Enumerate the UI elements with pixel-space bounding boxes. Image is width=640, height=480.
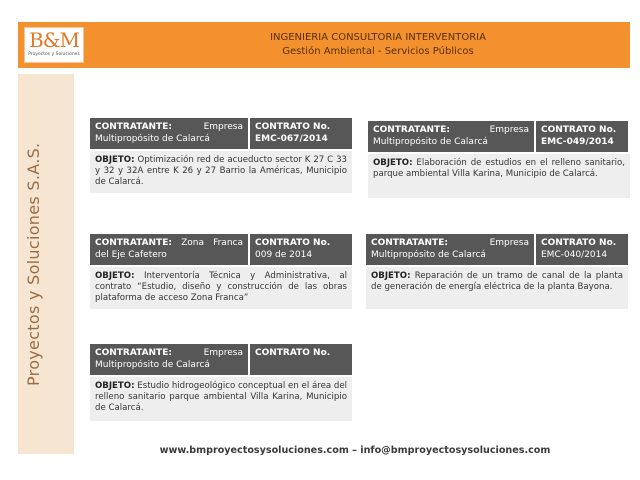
contrato-cell [250,118,352,149]
contrato-label: CONTRATO No. [255,122,331,132]
contratante-label: CONTRATANTE: [373,125,450,135]
contratante-value: Empresa Multipropósito de Calarcá [373,125,529,147]
contratante-value: Zona Franca del Eje Cafetero [95,238,243,260]
card-header [368,121,630,152]
contrato-label: CONTRATO No. [255,348,331,358]
header-subtitle: Gestión Ambiental - Servicios Públicos [282,46,474,57]
logo-tagline: Proyectos y Soluciones [28,52,80,57]
objeto-label: OBJETO: [371,271,411,281]
contratante-cell [366,234,534,265]
contract-card-2 [368,121,630,198]
contrato-value: EMC-049/2014 [541,136,614,147]
contract-card-3 [90,234,352,309]
card-header [90,118,352,149]
objeto-label: OBJETO: [95,381,135,391]
objeto-value: Interventoría Técnica y Administrativa, al contrato “Estudio, diseño y construcción de las obras plataforma de acceso Zona Franca” [95,271,347,303]
contrato-label: CONTRATO No. [255,238,331,248]
contratante-value: Empresa Multipropósito de Calarcá [95,122,243,144]
contratante-label: CONTRATANTE: [95,122,172,132]
contrato-cell [250,344,352,375]
objeto-cell [90,151,352,193]
contratante-label: CONTRATANTE: [95,348,172,358]
contract-card-1 [90,118,352,193]
company-name-vertical: Proyectos y Soluciones S.A.S. [24,142,43,386]
contratante-cell [90,118,248,149]
objeto-label: OBJETO: [95,155,135,165]
contrato-label: CONTRATO No. [541,238,617,248]
objeto-value: Elaboración de estudios en el relleno sanitario, parque ambiental Villa Karina, Municipio de Calarcá. [373,158,625,179]
contratante-label: CONTRATANTE: [95,238,172,248]
card-header [90,234,352,265]
header-title: INGENIERIA CONSULTORIA INTERVENTORIA [270,32,486,43]
objeto-cell [90,377,352,421]
contrato-cell [250,234,352,265]
contrato-cell [536,234,628,265]
objeto-cell [368,154,630,198]
objeto-label: OBJETO: [373,158,413,168]
objeto-cell [90,267,352,309]
contract-card-5 [90,344,352,421]
contrato-cell [536,121,628,152]
contract-card-4 [366,234,628,309]
contrato-label: CONTRATO No. [541,125,617,135]
company-logo [24,27,84,63]
footer-contact: www.bmproyectosysoluciones.com – info@bmproyectosysoluciones.com [159,445,551,456]
contratante-cell [90,344,248,375]
contratante-label: CONTRATANTE: [371,238,448,248]
contrato-value: EMC-067/2014 [255,133,328,144]
contrato-value: 009 de 2014 [255,249,313,260]
contratante-value: Empresa Multipropósito de Calarcá [95,348,243,370]
objeto-value: Estudio hidrogeológico conceptual en el área del relleno sanitario parque ambiental Villa Karina, Municipio de Calarcá. [95,381,347,413]
contrato-value: EMC-040/2014 [541,249,608,260]
objeto-label: OBJETO: [95,271,135,281]
card-header [90,344,352,375]
card-header [366,234,628,265]
contratante-cell [90,234,248,265]
header-banner [18,22,630,68]
objeto-value: Reparación de un tramo de canal de la planta de generación de energía eléctrica de la planta Bayona. [371,271,623,292]
logo-mark: B&M [29,28,79,52]
objeto-value: Optimización red de acueducto sector K 27 C 33 y 32 y 32A entre K 26 y 27 Barrio la Américas, Municipio de Calarcá. [95,155,348,187]
contratante-cell [368,121,534,152]
objeto-cell [366,267,628,309]
contratante-value: Empresa Multipropósito de Calarcá [371,238,529,260]
